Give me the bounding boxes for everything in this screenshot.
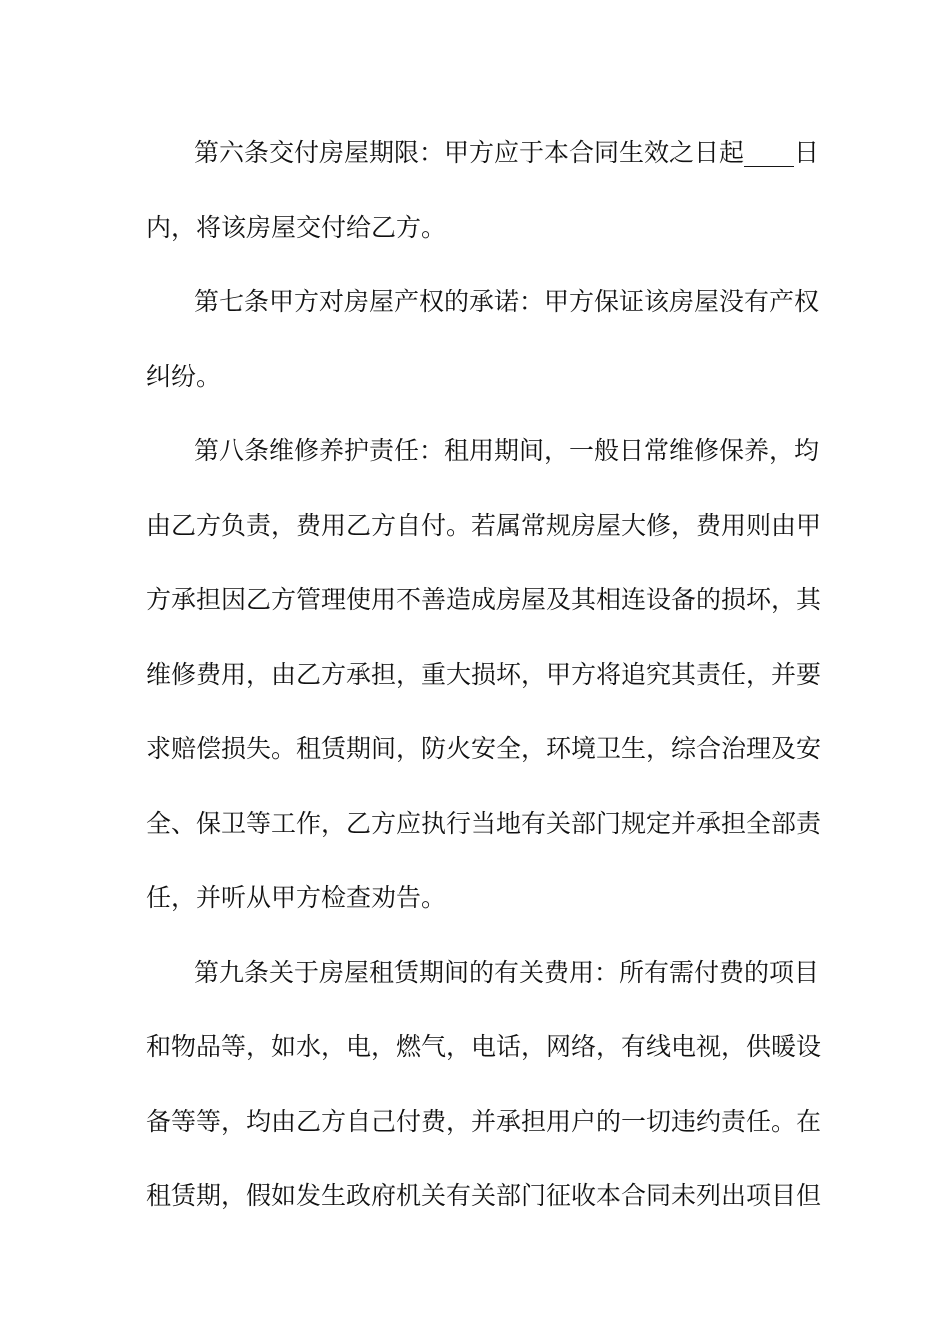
article-8-line-7: 任，并听从甲方检查劝告。 <box>146 883 447 912</box>
article-9-line-4: 租赁期，假如发生政府机关有关部门征收本合同未列出项目但 <box>146 1181 822 1210</box>
article-8-line-4: 维修费用，由乙方承担，重大损坏，甲方将追究其责任，并要 <box>146 660 822 689</box>
article-8-line-3: 方承担因乙方管理使用不善造成房屋及其相连设备的损坏，其 <box>146 585 822 614</box>
article-8-line-2: 由乙方负责，费用乙方自付。若属常规房屋大修，费用则由甲 <box>146 511 822 540</box>
article-9-line-1: 第九条关于房屋租赁期间的有关费用：所有需付费的项目 <box>194 958 820 987</box>
article-9-line-3: 备等等，均由乙方自己付费，并承担用户的一切违约责任。在 <box>146 1107 822 1136</box>
article-8-line-6: 全、保卫等工作，乙方应执行当地有关部门规定并承担全部责 <box>146 809 822 838</box>
article-7-line-1: 第七条甲方对房屋产权的承诺：甲方保证该房屋没有产权 <box>194 287 820 316</box>
article-7-line-2: 纠纷。 <box>146 362 222 391</box>
article-6-line-2: 内，将该房屋交付给乙方。 <box>146 213 447 242</box>
article-8-line-1: 第八条维修养护责任：租用期间，一般日常维修保养，均 <box>194 436 820 465</box>
article-9-line-2: 和物品等，如水，电，燃气，电话，网络，有线电视，供暖设 <box>146 1032 822 1061</box>
article-6-line-1: 第六条交付房屋期限：甲方应于本合同生效之日起____日 <box>194 138 820 167</box>
article-8-line-5: 求赔偿损失。租赁期间，防火安全，环境卫生，综合治理及安 <box>146 734 822 763</box>
